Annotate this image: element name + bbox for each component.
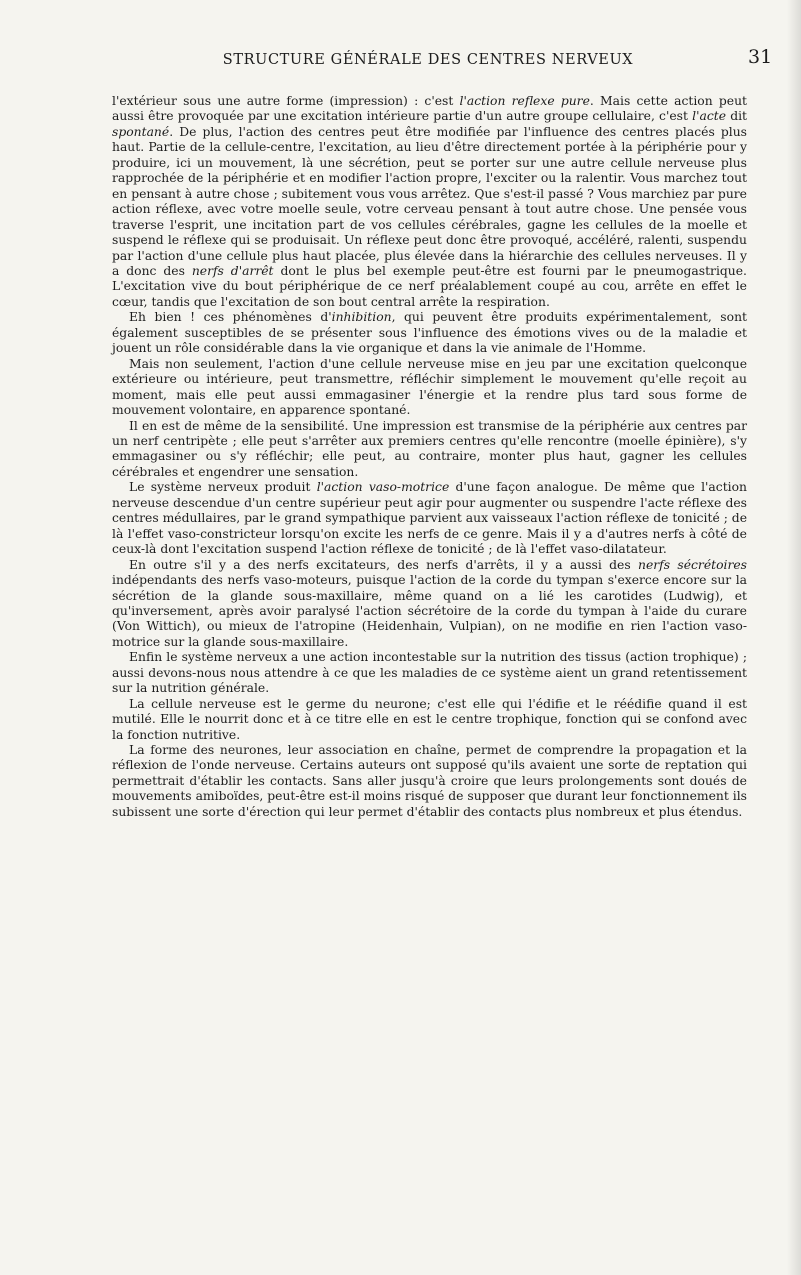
paragraph (112, 650, 747, 696)
text-run: . De plus, l'action des centres peut être modifiée par l'influence des centres placés plus haut. Partie de la cellule-centre, l'excitation, au lieu d'être directement portée à la périphérie pour y produire, ici un mouvement, là une sécrétion, peut se porter sur une autre cellule nerveuse plus rapprochée de la périphérie et en modifier l'action propre, l'exciter ou la ralentir. Vous marchez tout en pensant à autre chose ; subitement vous vous arrêtez. Que s'est-il passé ? Vous marchiez par pure action réflexe, avec votre moelle seule, votre cerveau pensant à tout autre chose. Une pensée vous traverse l'esprit, une incitation part de vos cellules cérébrales, gagne les cellules de la moelle et suspend le réflexe qui se produisait. Un réflexe peut donc être provoqué, accéléré, ralenti, suspendu par l'action d'une cellule plus haut placée, plus élevée dans la hiérarchie des cellules nerveuses. Il y a donc des (112, 124, 747, 278)
text-run: Eh bien ! ces phénomènes d' (129, 310, 332, 325)
text-run: Enfin le système nerveux a une action incontestable sur la nutrition des tissus (action trophique) ; aussi devons-nous nous attendre à ce que les maladies de ce système aient un grand retentissement sur la nutrition générale. (112, 650, 747, 696)
italic-term: l'action reflexe pure (459, 94, 590, 108)
page-number: 31 (748, 46, 773, 68)
paragraph (112, 697, 747, 743)
text-run: dont le plus bel exemple peut-être est fourni par le pneumogastrique. L'excitation vive du bout périphérique de ce nerf préalablement coupé au cou, arrête en effet le cœur, tandis que l'excitation de son bout central arrête la respiration. (112, 263, 747, 309)
text-run: Le système nerveux produit (129, 480, 317, 495)
text-run: Mais non seulement, l'action d'une cellule nerveuse mise en jeu par une excitation quelconque extérieure ou intérieure, peut transmettre, réfléchir simplement le mouvement qu'elle reçoit au moment, mais elle peut aussi emmagasiner l'énergie et la rendre plus tard sous forme de mouvement volontaire, en apparence spontané. (112, 356, 747, 418)
paragraph (112, 480, 747, 557)
page-edge-shadow (787, 0, 801, 1275)
text-run: d'une façon analogue. De même que l'action nerveuse descendue d'un centre supérieur peut agir pour augmenter ou suspendre l'acte réflexe des centres médullaires, par le grand sympathique parvient aux vaisseaux l'action réflexe de tonicité ; de là l'effet vaso-constricteur lorsqu'on excite les nerfs de ce genre. Mais il y a d'autres nerfs à côté de ceux-là dont l'excitation suspend l'action réflexe de tonicité ; de là l'effet vaso-dilatateur. (112, 480, 747, 557)
italic-term: spontané (112, 124, 170, 139)
paragraph (112, 94, 747, 310)
italic-term: nerfs sécrétoires (638, 557, 747, 572)
text-run: , qui peuvent être produits expérimentalement, sont également susceptibles de se présenter sous l'influence des émotions vives ou de la maladie et jouent un rôle considérable dans la vie organique et dans la vie animale de l'Homme. (112, 310, 747, 356)
italic-term: l'action vaso-motrice (316, 480, 450, 495)
text-run: . Mais cette action peut aussi être provoquée par une excitation intérieure partie d'un autre groupe cellulaire, c'est (112, 94, 747, 124)
text-run: La forme des neurones, leur association en chaîne, permet de comprendre la propagation et la réflexion de l'onde nerveuse. Certains auteurs ont supposé qu'ils avaient une sorte de reptation qui permettrait d'établir les contacts. Sans aller jusqu'à croire que leurs prolongements sont doués de mouvements amiboïdes, peut-être est-il moins risqué de supposer que durant leur fonctionnement ils subissent une sorte d'érection qui leur permet d'établir des contacts plus nombreux et plus étendus. (112, 743, 747, 819)
paragraph (112, 310, 747, 356)
italic-term: nerfs d'arrêt (191, 263, 274, 278)
paragraph (112, 357, 747, 419)
italic-term: l'acte (692, 109, 727, 124)
paragraph (112, 558, 747, 651)
text-run: dit (726, 109, 747, 124)
paragraph (112, 419, 747, 481)
body-text (112, 94, 747, 820)
text-run: La cellule nerveuse est le germe du neurone; c'est elle qui l'édifie et le réédifie quand il est mutilé. Elle le nourrit donc et à ce titre elle en est le centre trophique, fonction qui se confond avec la fonction nutritive. (112, 696, 747, 742)
paragraph (112, 743, 747, 820)
text-run: En outre s'il y a des nerfs excitateurs, des nerfs d'arrêts, il y a aussi des (129, 557, 638, 572)
text-run: indépendants des nerfs vaso-moteurs, puisque l'action de la corde du tympan s'exerce encore sur la sécrétion de la glande sous-maxillaire, même quand on a lié les carotides (Ludwig), et qu'inversement, après avoir paralysé l'action sécrétoire de la corde du tympan à l'aide du curare (Von Wittich), ou mieux de l'atropine (Heidenhain, Vulpian), on ne modifie en rien l'action vaso-motrice sur la glande sous-maxillaire. (112, 573, 747, 649)
text-run: Il en est de même de la sensibilité. Une impression est transmise de la périphérie aux centres par un nerf centripète ; elle peut s'arrêter aux premiers centres qu'elle rencontre (moelle épinière), s'y emmagasiner ou s'y réfléchir; elle peut, au contraire, monter plus haut, gagner les cellules cérébrales et engendrer une sensation. (112, 418, 747, 479)
running-title: STRUCTURE GÉNÉRALE DES CENTRES NERVEUX (222, 52, 634, 68)
text-run: l'extérieur sous une autre forme (impression) : c'est (112, 94, 460, 108)
italic-term: inhibition (331, 310, 392, 325)
